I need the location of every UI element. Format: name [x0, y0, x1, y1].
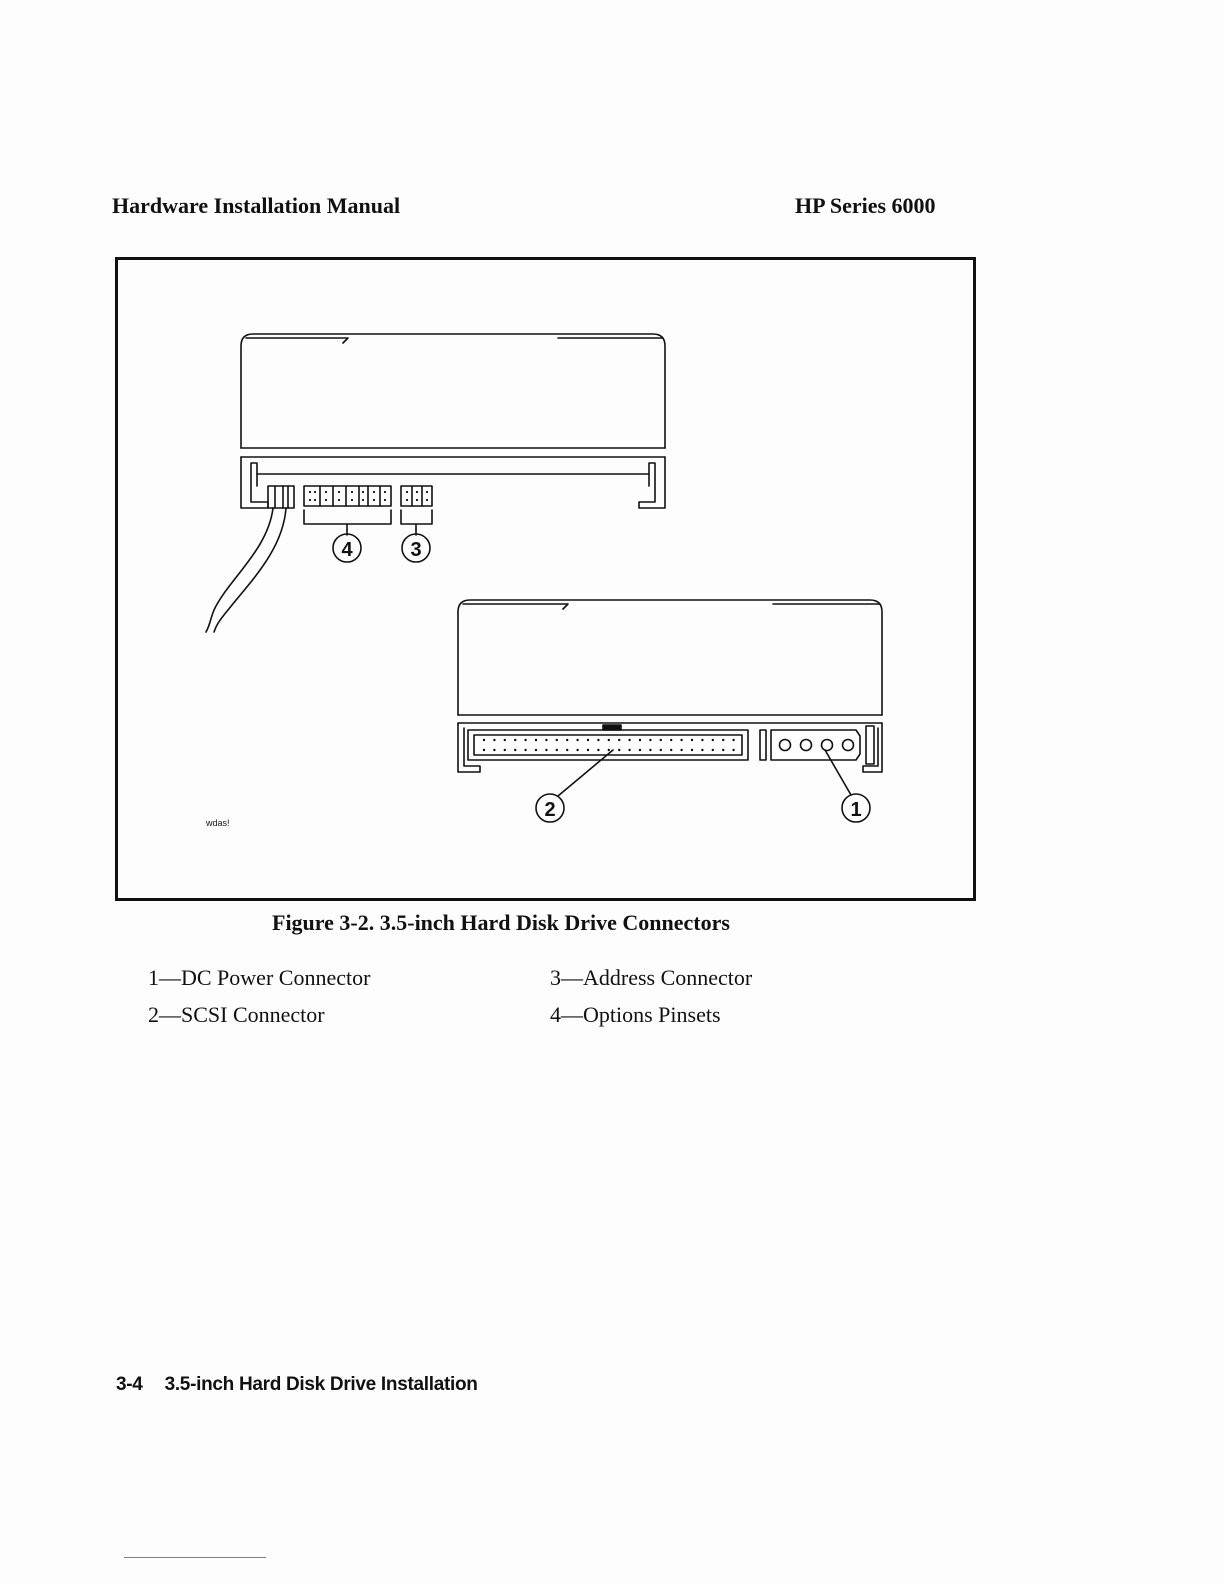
- pin-dot: [384, 491, 386, 493]
- pin-dot: [556, 739, 558, 741]
- pin-dot: [406, 491, 408, 493]
- pin-dot: [722, 749, 724, 751]
- pin-dot: [493, 739, 495, 741]
- pin-dot: [639, 749, 641, 751]
- pin-dot: [732, 739, 734, 741]
- pin-dot: [545, 749, 547, 751]
- callout-4: [333, 534, 361, 562]
- callout-3: [402, 534, 430, 562]
- pin-dot: [504, 749, 506, 751]
- pin-dot: [338, 491, 340, 493]
- pin-dot: [618, 739, 620, 741]
- pin-dot: [351, 491, 353, 493]
- pin-dot: [618, 749, 620, 751]
- pin-dot: [670, 749, 672, 751]
- pin-dot: [483, 739, 485, 741]
- footer-section-title: 3.5-inch Hard Disk Drive Installation: [164, 1374, 478, 1395]
- pin-dot: [701, 749, 703, 751]
- pin-dot: [680, 749, 682, 751]
- pin-dot: [587, 749, 589, 751]
- page-footer: [116, 1374, 478, 1396]
- pin-dot: [587, 739, 589, 741]
- pin-dot: [649, 749, 651, 751]
- legend-item-address: 3—Address Connector: [550, 965, 753, 990]
- pin-dot: [524, 739, 526, 741]
- pin-dot: [691, 749, 693, 751]
- pin-dot: [712, 749, 714, 751]
- pin-dot: [314, 499, 316, 501]
- legend-item-dc-power: 1—DC Power Connector: [148, 965, 371, 990]
- callout-2-label: 2: [544, 799, 556, 821]
- pin-dot: [566, 739, 568, 741]
- footer-page-number: 3-4: [116, 1374, 143, 1395]
- pin-dot: [712, 739, 714, 741]
- pin-dot: [535, 739, 537, 741]
- dc-power-connector: [771, 730, 860, 760]
- pin-dot: [535, 749, 537, 751]
- pin-dot: [338, 499, 340, 501]
- running-header-product: HP Series 6000: [795, 193, 936, 218]
- artwork-code: wdas!: [206, 818, 230, 828]
- figure-caption: Figure 3-2. 3.5-inch Hard Disk Drive Connectors: [272, 910, 730, 935]
- pin-dot: [576, 749, 578, 751]
- pin-dot: [722, 739, 724, 741]
- pin-dot: [691, 739, 693, 741]
- pin-dot: [483, 749, 485, 751]
- pin-dot: [670, 739, 672, 741]
- pin-dot: [309, 499, 311, 501]
- pin-dot: [732, 749, 734, 751]
- pin-dot: [416, 499, 418, 501]
- pin-dot: [660, 749, 662, 751]
- lower-drive: [458, 600, 882, 772]
- pin-dot: [314, 491, 316, 493]
- pin-dot: [384, 499, 386, 501]
- pin-dot: [608, 749, 610, 751]
- pin-dot: [373, 499, 375, 501]
- bottom-rule: [124, 1557, 266, 1558]
- pin-dot: [362, 499, 364, 501]
- pin-dot: [514, 749, 516, 751]
- running-header-title: Hardware Installation Manual: [112, 193, 401, 218]
- pin-dot: [426, 499, 428, 501]
- callout-1-label: 1: [850, 799, 862, 821]
- pin-dot: [514, 739, 516, 741]
- pin-dot: [309, 491, 311, 493]
- upper-drive: [206, 334, 665, 632]
- hard-disk-drive-illustration: [118, 260, 973, 898]
- pin-dot: [373, 491, 375, 493]
- pin-dot: [660, 739, 662, 741]
- pin-dot: [597, 749, 599, 751]
- pin-dot: [406, 499, 408, 501]
- pin-dot: [701, 739, 703, 741]
- pin-dot: [325, 491, 327, 493]
- pin-dot: [649, 739, 651, 741]
- pin-dot: [597, 739, 599, 741]
- pin-dot: [639, 739, 641, 741]
- pin-dot: [351, 499, 353, 501]
- pin-dot: [628, 749, 630, 751]
- pin-dot: [325, 499, 327, 501]
- pin-dot: [416, 491, 418, 493]
- callout-3-label: 3: [410, 539, 422, 561]
- pin-dot: [576, 739, 578, 741]
- pin-dot: [545, 739, 547, 741]
- legend-item-scsi: 2—SCSI Connector: [148, 1002, 325, 1027]
- pin-dot: [493, 749, 495, 751]
- pin-dot: [628, 739, 630, 741]
- pin-dot: [504, 739, 506, 741]
- pin-dot: [680, 739, 682, 741]
- pin-dot: [608, 739, 610, 741]
- pin-dot: [524, 749, 526, 751]
- address-connector-block: [401, 486, 432, 506]
- options-pinset-block: [304, 486, 391, 506]
- pin-dot: [556, 749, 558, 751]
- callout-4-label: 4: [341, 539, 353, 561]
- pin-dot: [362, 491, 364, 493]
- legend-item-options: 4—Options Pinsets: [550, 1002, 721, 1027]
- pin-dot: [426, 491, 428, 493]
- figure-frame: [115, 257, 976, 901]
- pin-dot: [566, 749, 568, 751]
